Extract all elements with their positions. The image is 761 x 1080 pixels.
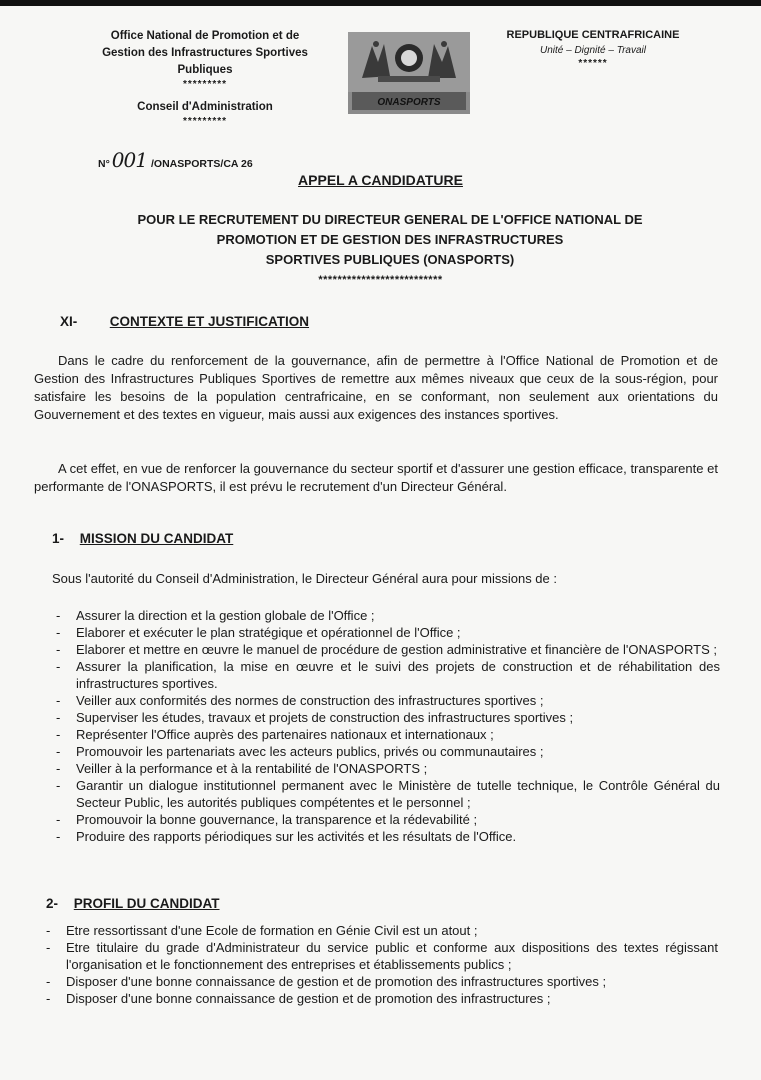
mission-item bbox=[56, 641, 720, 658]
list-bullet: - bbox=[56, 829, 61, 844]
scan-edge bbox=[0, 0, 761, 6]
subtitle-line-3: SPORTIVES PUBLIQUES (ONASPORTS) bbox=[265, 252, 515, 267]
issuer-stars-1: ********* bbox=[182, 79, 228, 90]
section-number: 2- bbox=[46, 896, 59, 911]
list-bullet: - bbox=[56, 727, 61, 742]
list-bullet: - bbox=[56, 608, 61, 623]
section-number: 1- bbox=[52, 531, 65, 546]
list-bullet: - bbox=[56, 710, 61, 725]
list-bullet: - bbox=[56, 625, 61, 640]
section-title: PROFIL DU CANDIDAT bbox=[73, 896, 220, 911]
profil-item bbox=[46, 939, 718, 973]
conseil-label: Conseil d'Administration bbox=[137, 101, 273, 113]
country-name: REPUBLIQUE CENTRAFRICAINE bbox=[506, 29, 680, 41]
section-title: CONTEXTE ET JUSTIFICATION bbox=[109, 314, 310, 329]
mission-item bbox=[56, 811, 720, 828]
mission-list bbox=[56, 607, 720, 845]
list-item-text: Disposer d'une bonne connaissance de gestion et de promotion des infrastructures ; bbox=[66, 991, 551, 1006]
reference-suffix: /ONASPORTS/CA 26 bbox=[150, 158, 253, 170]
list-bullet: - bbox=[56, 642, 61, 657]
context-paragraph-2: A cet effet, en vue de renforcer la gouvernance du secteur sportif et d'assurer une gestion efficace, transparente et performante de l'ONASPORTS, il est prévu le recrutement d'un Directeur Général. bbox=[34, 461, 718, 494]
list-item-text: Promouvoir les partenariats avec les acteurs publics, privés ou communautaires ; bbox=[76, 744, 544, 759]
list-item-text: Garantir un dialogue institutionnel permanent avec le Ministère de tutelle technique, le Contrôle Général du Secteur Public, les autorités publiques compétentes et le personnel ; bbox=[76, 778, 720, 810]
list-item-text: Superviser les études, travaux et projets de construction des infrastructures sportives ; bbox=[76, 710, 574, 725]
profil-item bbox=[46, 973, 718, 990]
section-context-heading bbox=[60, 314, 309, 329]
reference-handwritten-number: 001 bbox=[111, 148, 147, 172]
subtitle-line-2: PROMOTION ET DE GESTION DES INFRASTRUCTURES bbox=[216, 232, 564, 247]
list-bullet: - bbox=[56, 693, 61, 708]
mission-item bbox=[56, 709, 720, 726]
issuer-line-2: Gestion des Infrastructures Sportives bbox=[102, 47, 308, 59]
list-item-text: Elaborer et mettre en œuvre le manuel de procédure de gestion administrative et financière de l'ONASPORTS ; bbox=[76, 642, 717, 657]
reference-number bbox=[98, 148, 253, 172]
country-header bbox=[488, 28, 698, 70]
list-bullet: - bbox=[56, 812, 61, 827]
mission-item bbox=[56, 607, 720, 624]
list-bullet: - bbox=[46, 974, 51, 989]
mission-item bbox=[56, 692, 720, 709]
list-bullet: - bbox=[56, 761, 61, 776]
section-number: XI- bbox=[60, 314, 78, 329]
list-bullet: - bbox=[46, 991, 51, 1006]
list-item-text: Etre titulaire du grade d'Administrateur du service public et conforme aux dispositions des textes régissant l'organisation et le fonctionnement des entreprises et établissements publics ; bbox=[66, 940, 718, 972]
context-paragraph-1: Dans le cadre du renforcement de la gouvernance, afin de permettre à l'Office National de Promotion et de Gestion des Infrastructures Publiques Sportives de remettre aux mêmes niveaux que ceux de la sous-région, pour satisfaire les besoins de la population centrafricaine, en se conformant, non seulement aux orientations du Gouvernement et des textes en vigueur, mais aussi aux exigences des instances sportives. bbox=[34, 353, 718, 422]
list-bullet: - bbox=[46, 923, 51, 938]
profil-item bbox=[46, 990, 718, 1007]
country-stars: ****** bbox=[578, 58, 608, 69]
list-bullet: - bbox=[56, 744, 61, 759]
subtitle-line-1: POUR LE RECRUTEMENT DU DIRECTEUR GENERAL DE L'OFFICE NATIONAL DE bbox=[137, 212, 643, 227]
subtitle-stars: ************************** bbox=[318, 274, 443, 286]
mission-item bbox=[56, 760, 720, 777]
section-profil-heading bbox=[46, 896, 220, 911]
list-bullet: - bbox=[56, 659, 61, 674]
list-item-text: Elaborer et exécuter le plan stratégique et opérationnel de l'Office ; bbox=[76, 625, 461, 640]
list-item-text: Assurer la direction et la gestion globale de l'Office ; bbox=[76, 608, 375, 623]
list-item-text: Etre ressortissant d'une Ecole de formation en Génie Civil est un atout ; bbox=[66, 923, 478, 938]
issuer-line-3: Publiques bbox=[177, 64, 233, 76]
list-item-text: Produire des rapports périodiques sur les activités et les résultats de l'Office. bbox=[76, 829, 517, 844]
logo-text: ONASPORTS bbox=[377, 97, 441, 108]
document-title: APPEL A CANDIDATURE bbox=[298, 172, 463, 188]
mission-item bbox=[56, 624, 720, 641]
list-item-text: Promouvoir la bonne gouvernance, la transparence et la rédevabilité ; bbox=[76, 812, 478, 827]
document-subtitle bbox=[40, 210, 740, 270]
section-title: MISSION DU CANDIDAT bbox=[79, 531, 234, 546]
list-bullet: - bbox=[56, 778, 61, 793]
list-item-text: Veiller aux conformités des normes de construction des infrastructures sportives ; bbox=[76, 693, 544, 708]
issuer-line-1: Office National de Promotion et de bbox=[110, 30, 300, 42]
mission-item bbox=[56, 743, 720, 760]
profil-list bbox=[46, 922, 718, 1007]
issuer-stars-2: ********* bbox=[182, 116, 228, 127]
list-item-text: Veiller à la performance et à la rentabilité de l'ONASPORTS ; bbox=[76, 761, 428, 776]
list-item-text: Représenter l'Office auprès des partenaires nationaux et internationaux ; bbox=[76, 727, 494, 742]
reference-prefix: N° bbox=[98, 158, 110, 170]
mission-item bbox=[56, 777, 720, 811]
section-mission-heading bbox=[52, 531, 233, 546]
profil-item bbox=[46, 922, 718, 939]
mission-item bbox=[56, 658, 720, 692]
mission-item bbox=[56, 828, 720, 845]
onasports-logo bbox=[348, 32, 470, 114]
list-item-text: Assurer la planification, la mise en œuvre et le suivi des projets de construction et de réhabilitation des infrastructures sportives. bbox=[76, 659, 720, 691]
list-bullet: - bbox=[46, 940, 51, 955]
country-motto: Unité – Dignité – Travail bbox=[540, 45, 646, 56]
list-item-text: Disposer d'une bonne connaissance de gestion et de promotion des infrastructures sportives ; bbox=[66, 974, 607, 989]
mission-intro: Sous l'autorité du Conseil d'Administration, le Directeur Général aura pour missions de : bbox=[52, 571, 557, 586]
mission-item bbox=[56, 726, 720, 743]
issuer-header bbox=[60, 28, 350, 128]
